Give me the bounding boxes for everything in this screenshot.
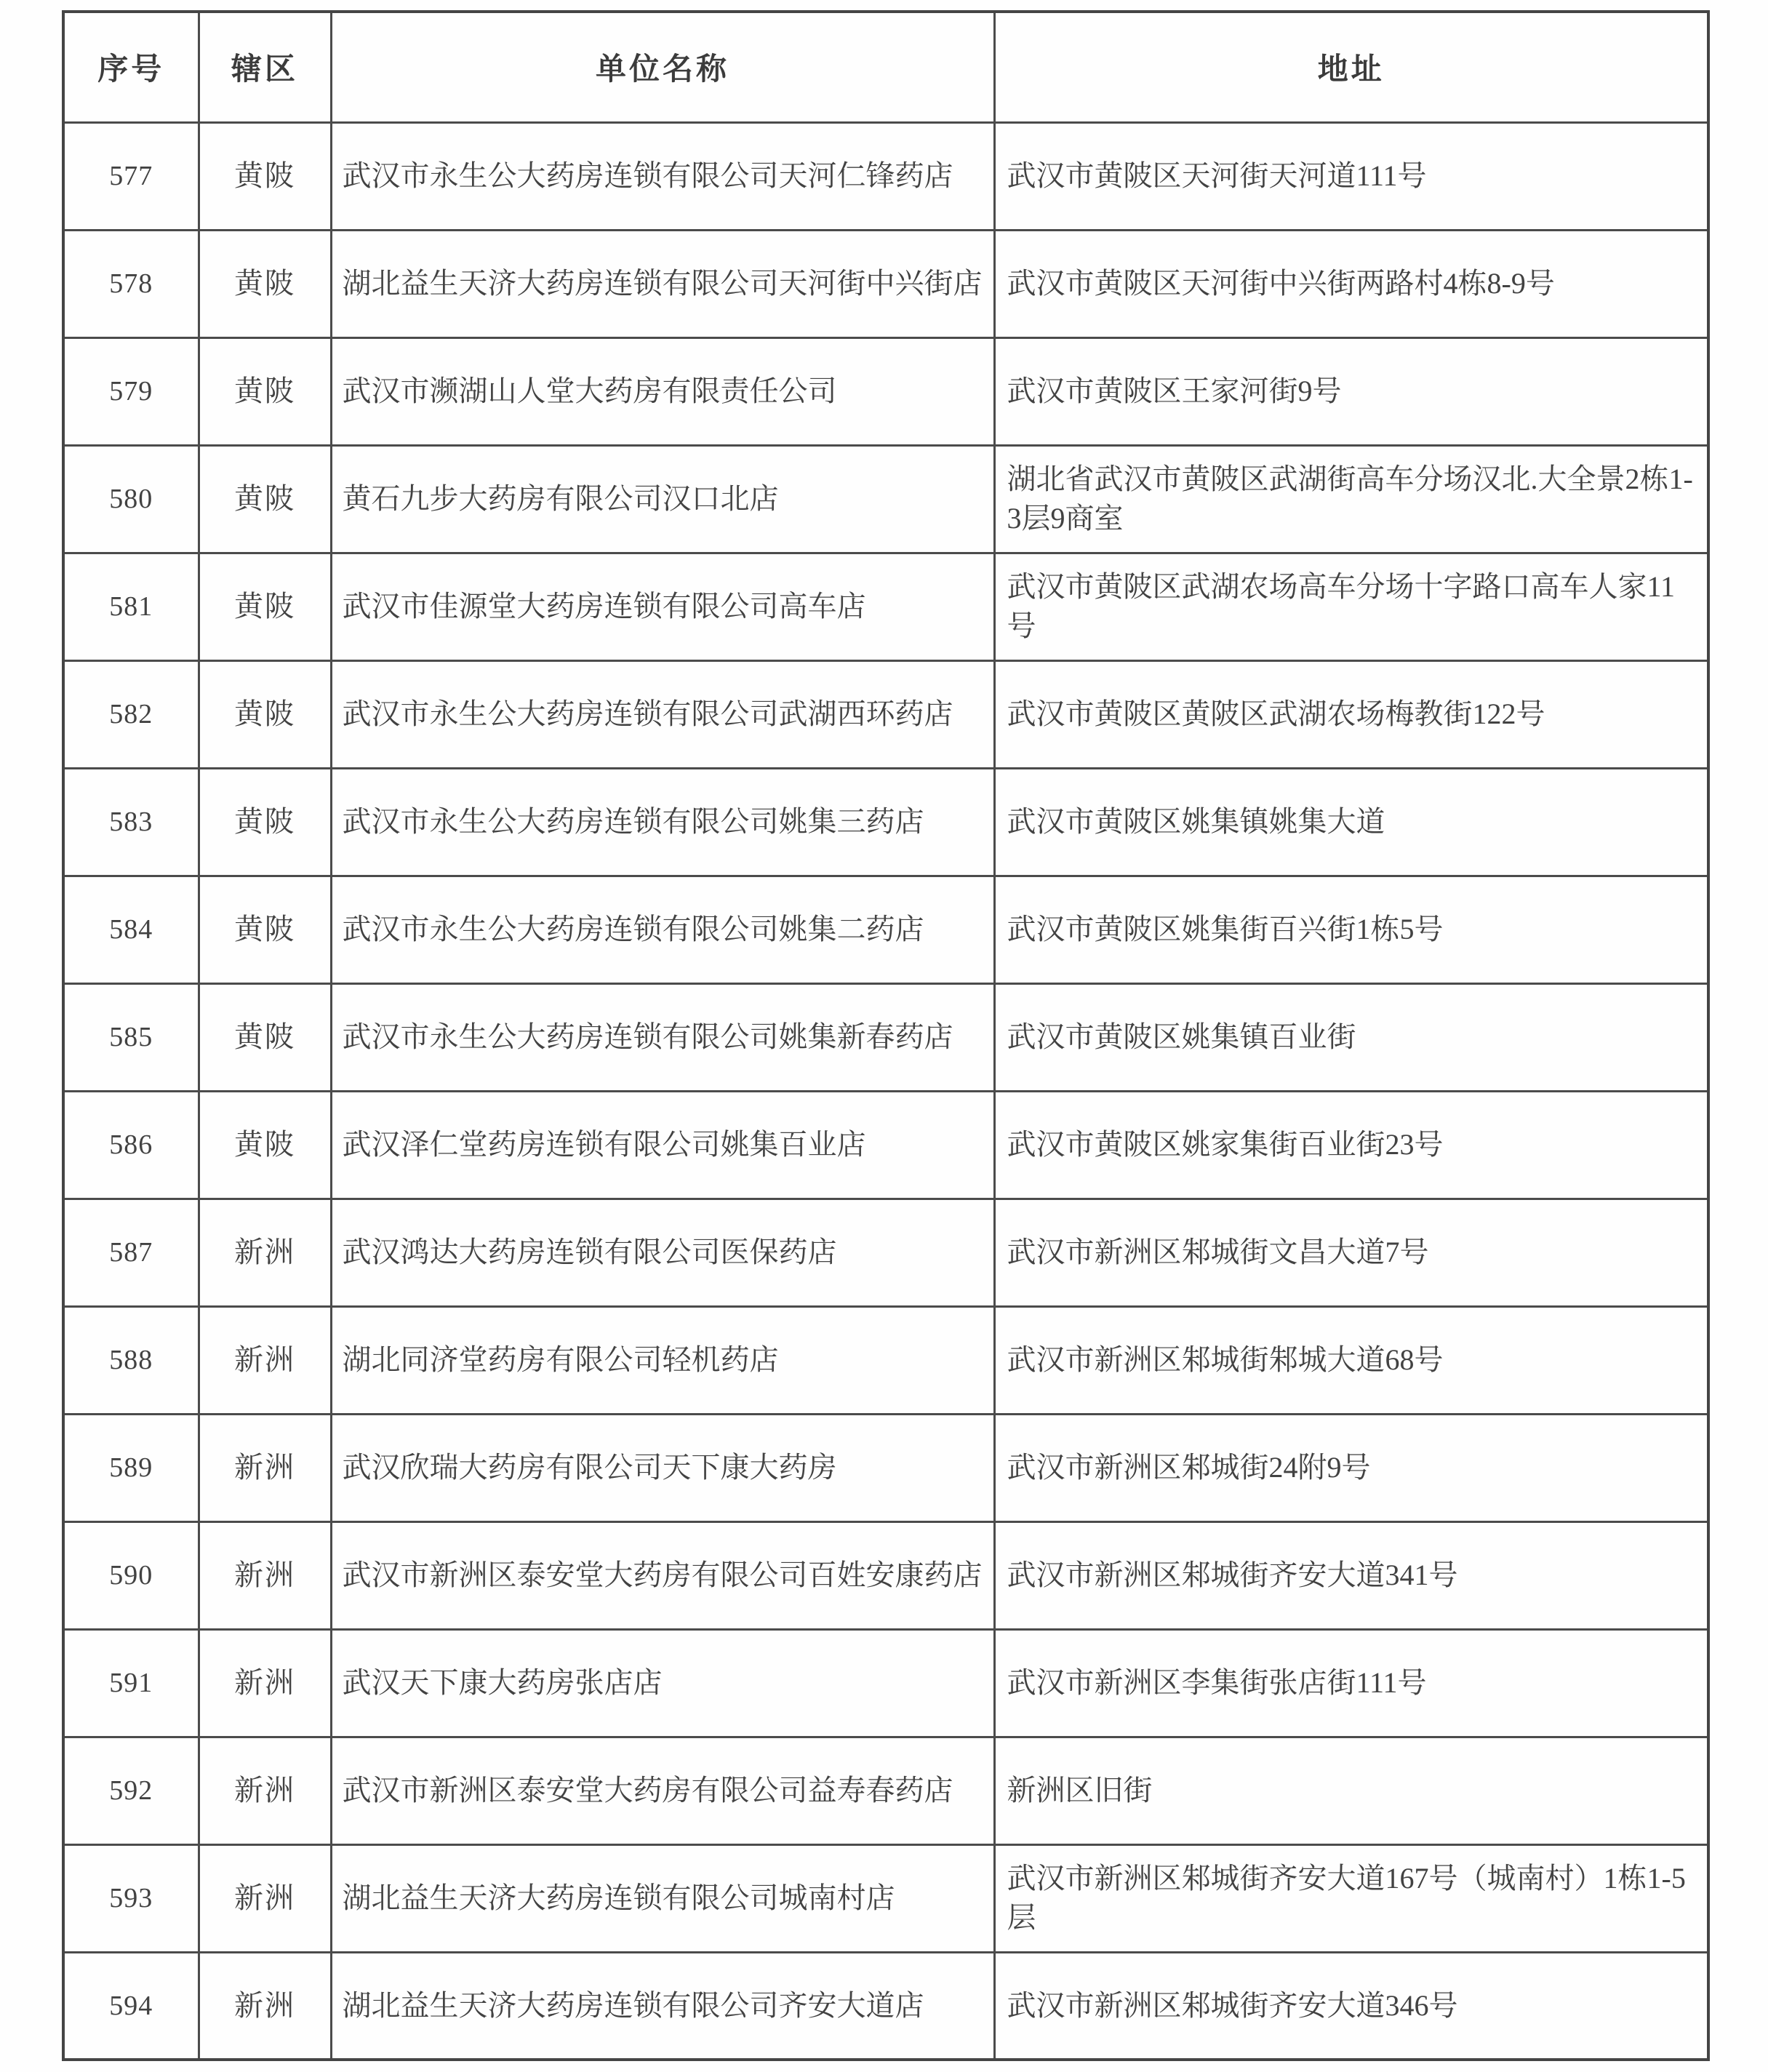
district-cell: 新洲 [199, 1306, 331, 1414]
unit-name-cell: 湖北益生天济大药房连锁有限公司城南村店 [331, 1844, 994, 1952]
address-cell: 武汉市黄陂区姚集街百兴街1栋5号 [994, 876, 1708, 983]
address-cell: 武汉市黄陂区天河街天河道111号 [994, 122, 1708, 230]
header-row [63, 12, 1708, 122]
table-row [63, 445, 1708, 553]
unit-name-cell: 武汉市新洲区泰安堂大药房有限公司百姓安康药店 [331, 1521, 994, 1629]
district-cell: 黄陂 [199, 337, 331, 445]
serial-cell: 586 [63, 1091, 199, 1199]
unit-name-cell: 武汉市佳源堂大药房连锁有限公司高车店 [331, 553, 994, 660]
table-row [63, 1737, 1708, 1844]
district-cell: 新洲 [199, 1414, 331, 1521]
address-cell: 武汉市新洲区邾城街24附9号 [994, 1414, 1708, 1521]
district-cell: 黄陂 [199, 660, 331, 768]
serial-cell: 584 [63, 876, 199, 983]
serial-cell: 585 [63, 983, 199, 1091]
unit-name-cell: 武汉鸿达大药房连锁有限公司医保药店 [331, 1199, 994, 1306]
table-row [63, 983, 1708, 1091]
table-row [63, 337, 1708, 445]
serial-cell: 590 [63, 1521, 199, 1629]
serial-cell: 587 [63, 1199, 199, 1306]
table-row [63, 768, 1708, 876]
address-cell: 武汉市新洲区邾城街邾城大道68号 [994, 1306, 1708, 1414]
district-cell: 新洲 [199, 1629, 331, 1737]
serial-cell: 579 [63, 337, 199, 445]
district-cell: 新洲 [199, 1199, 331, 1306]
district-cell: 新洲 [199, 1952, 331, 2060]
address-cell: 武汉市新洲区李集街张店街111号 [994, 1629, 1708, 1737]
district-cell: 黄陂 [199, 1091, 331, 1199]
col-header-district: 辖区 [199, 12, 331, 122]
table-row [63, 876, 1708, 983]
unit-name-cell: 武汉市永生公大药房连锁有限公司姚集二药店 [331, 876, 994, 983]
unit-name-cell: 黄石九步大药房有限公司汉口北店 [331, 445, 994, 553]
address-cell: 武汉市黄陂区姚集镇百业街 [994, 983, 1708, 1091]
district-cell: 新洲 [199, 1737, 331, 1844]
serial-cell: 591 [63, 1629, 199, 1737]
district-cell: 黄陂 [199, 230, 331, 337]
unit-name-cell: 武汉市永生公大药房连锁有限公司武湖西环药店 [331, 660, 994, 768]
table-row [63, 1952, 1708, 2060]
table-row [63, 1521, 1708, 1629]
serial-cell: 588 [63, 1306, 199, 1414]
address-cell: 武汉市黄陂区天河街中兴街两路村4栋8-9号 [994, 230, 1708, 337]
address-cell: 武汉市黄陂区武湖农场高车分场十字路口高车人家11号 [994, 553, 1708, 660]
unit-name-cell: 武汉市濒湖山人堂大药房有限责任公司 [331, 337, 994, 445]
table-row [63, 660, 1708, 768]
table-row [63, 230, 1708, 337]
unit-name-cell: 武汉市永生公大药房连锁有限公司天河仁锋药店 [331, 122, 994, 230]
table-row [63, 1844, 1708, 1952]
unit-name-cell: 武汉市新洲区泰安堂大药房有限公司益寿春药店 [331, 1737, 994, 1844]
table-row [63, 1091, 1708, 1199]
unit-name-cell: 湖北益生天济大药房连锁有限公司齐安大道店 [331, 1952, 994, 2060]
table-row [63, 553, 1708, 660]
table-row [63, 1199, 1708, 1306]
district-cell: 黄陂 [199, 445, 331, 553]
address-cell: 武汉市新洲区邾城街文昌大道7号 [994, 1199, 1708, 1306]
district-cell: 新洲 [199, 1521, 331, 1629]
district-cell: 新洲 [199, 1844, 331, 1952]
table-body [63, 122, 1708, 2060]
table-row [63, 1629, 1708, 1737]
unit-name-cell: 武汉市永生公大药房连锁有限公司姚集新春药店 [331, 983, 994, 1091]
table-header [63, 12, 1708, 122]
district-cell: 黄陂 [199, 553, 331, 660]
serial-cell: 594 [63, 1952, 199, 2060]
col-header-address: 地址 [994, 12, 1708, 122]
serial-cell: 578 [63, 230, 199, 337]
address-cell: 武汉市新洲区邾城街齐安大道346号 [994, 1952, 1708, 2060]
unit-name-cell: 湖北益生天济大药房连锁有限公司天河街中兴街店 [331, 230, 994, 337]
serial-cell: 580 [63, 445, 199, 553]
unit-name-cell: 武汉天下康大药房张店店 [331, 1629, 994, 1737]
unit-name-cell: 武汉欣瑞大药房有限公司天下康大药房 [331, 1414, 994, 1521]
district-cell: 黄陂 [199, 122, 331, 230]
address-cell: 武汉市黄陂区王家河街9号 [994, 337, 1708, 445]
address-cell: 新洲区旧街 [994, 1737, 1708, 1844]
serial-cell: 577 [63, 122, 199, 230]
serial-cell: 583 [63, 768, 199, 876]
table-row [63, 1306, 1708, 1414]
address-cell: 武汉市黄陂区黄陂区武湖农场梅教街122号 [994, 660, 1708, 768]
unit-name-cell: 武汉泽仁堂药房连锁有限公司姚集百业店 [331, 1091, 994, 1199]
serial-cell: 582 [63, 660, 199, 768]
district-cell: 黄陂 [199, 876, 331, 983]
serial-cell: 589 [63, 1414, 199, 1521]
address-cell: 武汉市黄陂区姚集镇姚集大道 [994, 768, 1708, 876]
address-cell: 武汉市黄陂区姚家集街百业街23号 [994, 1091, 1708, 1199]
serial-cell: 592 [63, 1737, 199, 1844]
pharmacy-table [62, 10, 1710, 2061]
address-cell: 武汉市新洲区邾城街齐安大道341号 [994, 1521, 1708, 1629]
table-row [63, 122, 1708, 230]
unit-name-cell: 湖北同济堂药房有限公司轻机药店 [331, 1306, 994, 1414]
serial-cell: 593 [63, 1844, 199, 1952]
address-cell: 武汉市新洲区邾城街齐安大道167号（城南村）1栋1-5层 [994, 1844, 1708, 1952]
district-cell: 黄陂 [199, 768, 331, 876]
unit-name-cell: 武汉市永生公大药房连锁有限公司姚集三药店 [331, 768, 994, 876]
serial-cell: 581 [63, 553, 199, 660]
district-cell: 黄陂 [199, 983, 331, 1091]
table-row [63, 1414, 1708, 1521]
col-header-unit-name: 单位名称 [331, 12, 994, 122]
col-header-serial: 序号 [63, 12, 199, 122]
address-cell: 湖北省武汉市黄陂区武湖街高车分场汉北.大全景2栋1-3层9商室 [994, 445, 1708, 553]
